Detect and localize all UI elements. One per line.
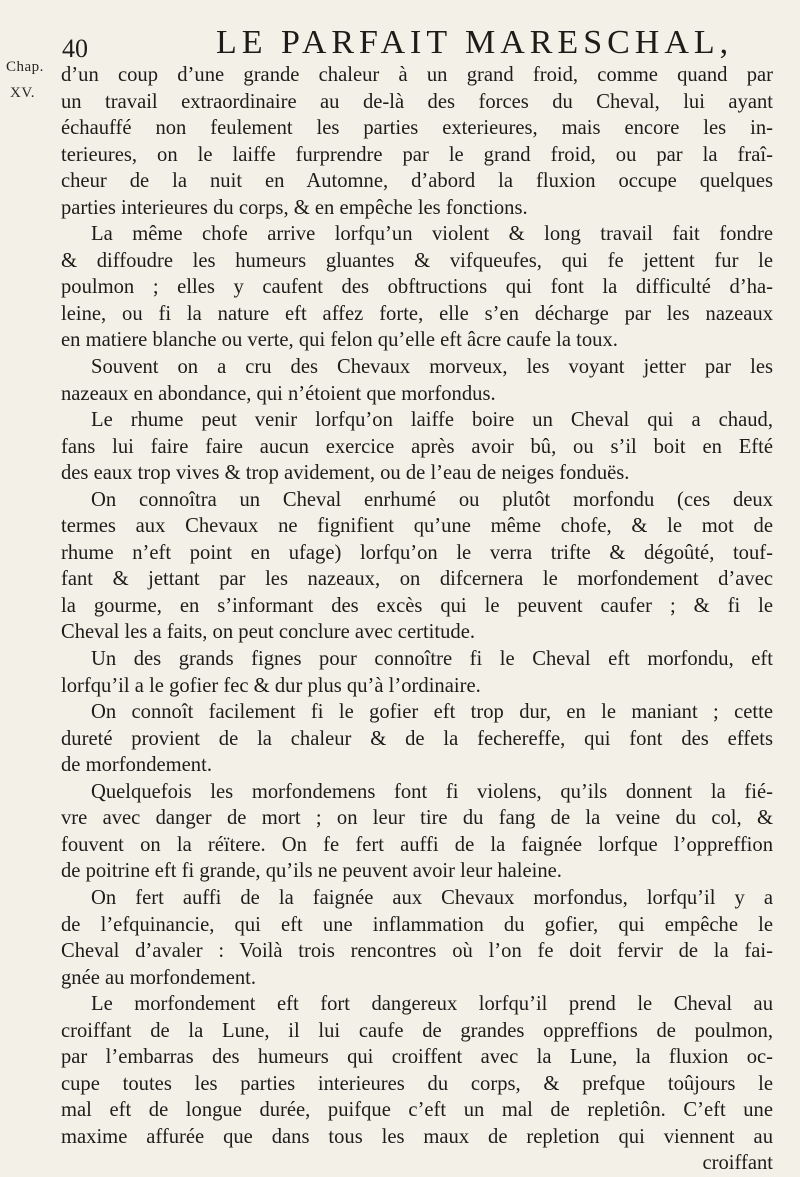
text-line: croiffant de la Lune, il lui caufe de grandes oppreffions de poulmon, <box>61 1019 773 1042</box>
text-line: de morfondement. <box>61 754 212 777</box>
text-line: fans lui faire faire aucun exercice après avoir bû, ou s’il boit en Efté <box>61 435 773 458</box>
text-line: des eaux trop vives & trop avidement, ou de l’eau de neiges fonduës. <box>61 462 630 485</box>
text-line: maxime affurée que dans tous les maux de repletion qui viennent au <box>61 1125 773 1148</box>
text-line: mal eft de longue durée, puifque c’eft un mal de repletiôn. C’eft une <box>61 1099 773 1122</box>
text-line: fant & jettant par les nazeaux, on difcernera le morfondement d’avec <box>61 568 773 591</box>
text-line: cheur de la nuit en Automne, d’abord la fluxion occupe quelques <box>61 170 773 193</box>
body-text <box>61 62 773 1177</box>
catchword: croiffant <box>702 1152 773 1175</box>
text-line: gnée au morfondement. <box>61 966 256 989</box>
page-header <box>48 20 768 63</box>
text-line: d’un coup d’une grande chaleur à un grand froid, comme quand par <box>61 64 773 86</box>
text-line: Le rhume peut venir lorfqu’on laiffe boire un Cheval qui a chaud, <box>91 409 773 432</box>
text-line: nazeaux en abondance, qui n’étoient que morfondus. <box>61 382 496 405</box>
chapter-label: Chap. <box>6 59 44 75</box>
text-line: & diffoudre les humeurs gluantes & vifqueufes, qui fe jettent fur le <box>61 249 773 272</box>
text-line: de poitrine eft fi grande, qu’ils ne peuvent avoir leur haleine. <box>61 860 562 883</box>
text-line: On connoîtra un Cheval enrhumé ou plutôt morfondu (ces deux <box>91 488 773 511</box>
text-line: La même chofe arrive lorfqu’un violent & long travail fait fondre <box>91 223 773 246</box>
text-line: Un des grands fignes pour connoître fi le Cheval eft morfondu, eft <box>91 648 773 671</box>
text-line: On fert auffi de la faignée aux Chevaux morfondus, lorfqu’il y a <box>91 886 773 909</box>
text-line: Souvent on a cru des Chevaux morveux, les voyant jetter par les <box>91 356 773 379</box>
margin-chapter-note <box>6 54 46 106</box>
text-line: Cheval d’avaler : Voilà trois rencontres où l’on fe doit fervir de la fai- <box>61 940 773 963</box>
page-number: 40 <box>62 34 88 63</box>
text-line: cupe toutes les parties interieures du corps, & prefque toûjours le <box>61 1072 773 1095</box>
text-line: lorfqu’il a le gofier fec & dur plus qu’à l’ordinaire. <box>61 674 481 697</box>
text-line: dureté provient de la chaleur & de la fechereffe, qui font des effets <box>61 727 773 750</box>
text-line: Quelquefois les morfondemens font fi violens, qu’ils donnent la fié- <box>91 780 773 803</box>
text-line: Le morfondement eft fort dangereux lorfqu’il prend le Cheval au <box>91 993 773 1016</box>
text-line: échauffé non feulement les parties exterieures, mais encore les in- <box>61 117 773 140</box>
text-line: parties interieures du corps, & en empêche les fonctions. <box>61 196 528 219</box>
text-line: de l’efquinancie, qui eft une inflammation du gofier, qui empêche le <box>61 913 773 936</box>
text-line: poulmon ; elles y caufent des obftructions qui font la difficulté d’ha- <box>61 276 773 299</box>
text-line: On connoît facilement fi le gofier eft trop dur, en le maniant ; cette <box>91 701 773 724</box>
text-line: Cheval les a faits, on peut conclure avec certitude. <box>61 621 475 644</box>
text-line: un travail extraordinaire au de-là des forces du Cheval, lui ayant <box>61 90 773 113</box>
text-line: rhume n’eft point en ufage) lorfqu’on le verra trifte & dégoûté, touf- <box>61 541 773 564</box>
text-line: leine, ou fi la nature eft affez forte, elle s’en décharge par les nazeaux <box>61 302 773 325</box>
text-line: terieures, on le laiffe furprendre par le grand froid, ou par la fraî- <box>61 143 773 166</box>
running-head: LE PARFAIT MARESCHAL, <box>216 24 734 61</box>
text-line: vre avec danger de mort ; on leur tire du fang de la veine du col, & <box>61 807 773 830</box>
text-line: en matiere blanche ou verte, qui felon qu’elle eft âcre caufe la toux. <box>61 329 618 352</box>
chapter-number: XV. <box>10 85 35 101</box>
text-line: par l’embarras des humeurs qui croiffent avec la Lune, la fluxion oc- <box>61 1046 773 1069</box>
text-line: la gourme, en s’informant des excès qui le peuvent caufer ; & fi le <box>61 594 773 617</box>
text-line: fouvent on la réïtere. On fe fert auffi de la faignée lorfque l’oppreffion <box>61 833 773 856</box>
text-line: termes aux Chevaux ne fignifient qu’une même chofe, & le mot de <box>61 515 773 538</box>
